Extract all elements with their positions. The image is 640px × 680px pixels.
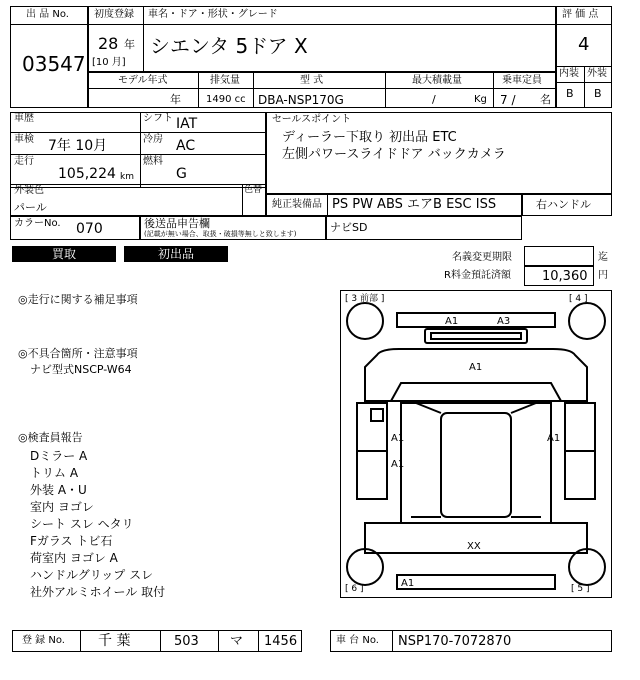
first-reg-month: [10 月] (92, 57, 126, 68)
wheel-front-left (347, 303, 383, 339)
capacity-label: 乗車定員 (502, 75, 542, 86)
reg-class: 503 (174, 634, 199, 649)
report-line: ハンドルグリップ スレ (30, 568, 154, 582)
capacity-unit: 名 (540, 93, 551, 106)
reg-area: 千 葉 (98, 633, 131, 649)
score-label: 評 価 点 (562, 9, 599, 20)
sales-point-line-1: ディーラー下取り 初出品 ETC (282, 130, 457, 145)
report-line: 外装 A・U (30, 483, 87, 497)
driving-notes-heading: ◎走行に関する補足事項 (18, 293, 138, 306)
ac: AC (176, 138, 196, 154)
equipment-label: 純正装備品 (272, 199, 322, 210)
model-year-label: モデル年式 (118, 75, 168, 86)
reg-kana: マ (230, 634, 244, 649)
inspection-expiry: 7年 10月 (48, 138, 108, 154)
sales-point-line-2: 左側パワースライドドア バックカメラ (282, 147, 506, 162)
recycle-unit: 円 (598, 270, 608, 281)
model-label: 型 式 (300, 75, 324, 86)
model-year-unit: 年 (170, 93, 181, 106)
wheel-rear-right (569, 549, 605, 585)
capacity: 7 / (500, 93, 516, 107)
shift: IAT (176, 116, 198, 132)
report-line: 室内 ヨゴレ (30, 500, 94, 514)
corner-6-label: [ 6 ] (345, 584, 364, 594)
history-label: 車歴 (14, 113, 34, 124)
mark-hood: A1 (469, 362, 483, 373)
name-change-box (524, 246, 594, 266)
report-line: シート スレ ヘタリ (30, 517, 134, 531)
sales-point-label: セールスポイント (272, 114, 352, 125)
ac-label: 冷房 (143, 134, 163, 145)
first-reg-year-unit: 年 (124, 38, 135, 51)
steering: 右ハンドル (536, 198, 591, 211)
defects-line: ナビ型式NSCP-W64 (30, 363, 132, 376)
mark-front-bumper-left: A1 (445, 316, 459, 327)
mark-front-bumper-right: A3 (497, 316, 511, 327)
exterior-color-box (10, 184, 266, 216)
reg-number: 1456 (264, 634, 298, 649)
mileage-unit: km (120, 172, 134, 182)
interior-label: 内装 (559, 68, 579, 79)
interior-grade: B (566, 87, 574, 100)
fuel-label: 燃料 (143, 156, 163, 167)
name-change-suffix: 迄 (598, 252, 608, 263)
recycle-amount: 10,360 (542, 269, 588, 284)
vehicle-name: シエンタ 5ドア X (150, 34, 308, 58)
max-load-unit: Kg (474, 94, 487, 105)
exterior-color-label: 外装色 (14, 185, 44, 196)
damage-diagram (340, 290, 612, 598)
wheel-front-right (569, 303, 605, 339)
navi: ナビSD (330, 221, 368, 234)
mileage: 105,224 (58, 166, 116, 182)
equipment: PS PW ABS エアB ESC ISS (332, 197, 497, 212)
wheel-rear-left (347, 549, 383, 585)
first-listing-badge: 初出品 (124, 246, 228, 262)
name-change-label: 名義変更期限 (452, 252, 512, 263)
mark-tailgate: XX (467, 541, 481, 552)
shift-label: シフト (143, 113, 173, 124)
color-no: 070 (76, 221, 103, 237)
corner-3-label: [ 3 前部 ] (345, 294, 385, 304)
mark-left-front-door: A1 (391, 433, 405, 444)
color-no-label: カラーNo. (14, 218, 61, 229)
first-reg-year: 28 (98, 34, 119, 53)
mark-left-rear-door: A1 (391, 459, 405, 470)
corner-5-label: [ 5 ] (571, 584, 590, 594)
displacement: 1490 cc (206, 94, 246, 105)
inspector-heading: ◎検査員報告 (18, 431, 83, 444)
report-line: Fガラス トビ石 (30, 534, 113, 548)
inspection-label: 車検 (14, 134, 34, 145)
report-line: トリム A (30, 466, 79, 480)
defects-heading: ◎不具合箇所・注意事項 (18, 347, 138, 360)
mark-rear-bumper: A1 (401, 578, 415, 589)
docs-note: (記載が無い場合、取扱・破損等無しと致します) (144, 230, 297, 238)
purchase-badge: 買取 (12, 246, 116, 262)
exterior-label: 外装 (587, 68, 607, 79)
inspector-report-list (30, 447, 165, 600)
chassis-number: NSP170-7072870 (398, 634, 512, 649)
max-load: / (432, 93, 436, 106)
car-outline (341, 291, 611, 597)
mileage-label: 走行 (14, 156, 34, 167)
reg-no-label: 登 録 No. (22, 635, 65, 646)
displacement-label: 排気量 (210, 75, 240, 86)
model-code: DBA-NSP170G (258, 93, 344, 107)
overall-score: 4 (578, 34, 590, 55)
chassis-label: 車 台 No. (336, 635, 379, 646)
exterior-color: パール (14, 201, 47, 214)
recycle-label: R料金預託済額 (444, 270, 511, 281)
report-line: 荷室内 ヨゴレ A (30, 551, 118, 565)
color-change-label: 色替 (244, 185, 263, 195)
docs-label: 後送品申告欄 (144, 217, 210, 230)
corner-4-label: [ 4 ] (569, 294, 588, 304)
report-line: 社外アルミホイール 取付 (30, 585, 166, 599)
report-line: Dミラー A (30, 449, 88, 463)
first-reg-label: 初度登録 (94, 9, 134, 20)
lot-number: 03547 (22, 52, 86, 76)
vehicle-name-label: 車名・ドア・形状・グレード (148, 9, 278, 20)
mark-right-front-door: A1 (547, 433, 561, 444)
fuel: G (176, 166, 187, 182)
max-load-label: 最大積載量 (412, 75, 462, 86)
lot-number-label: 出 品 No. (26, 9, 69, 20)
exterior-grade: B (594, 87, 602, 100)
